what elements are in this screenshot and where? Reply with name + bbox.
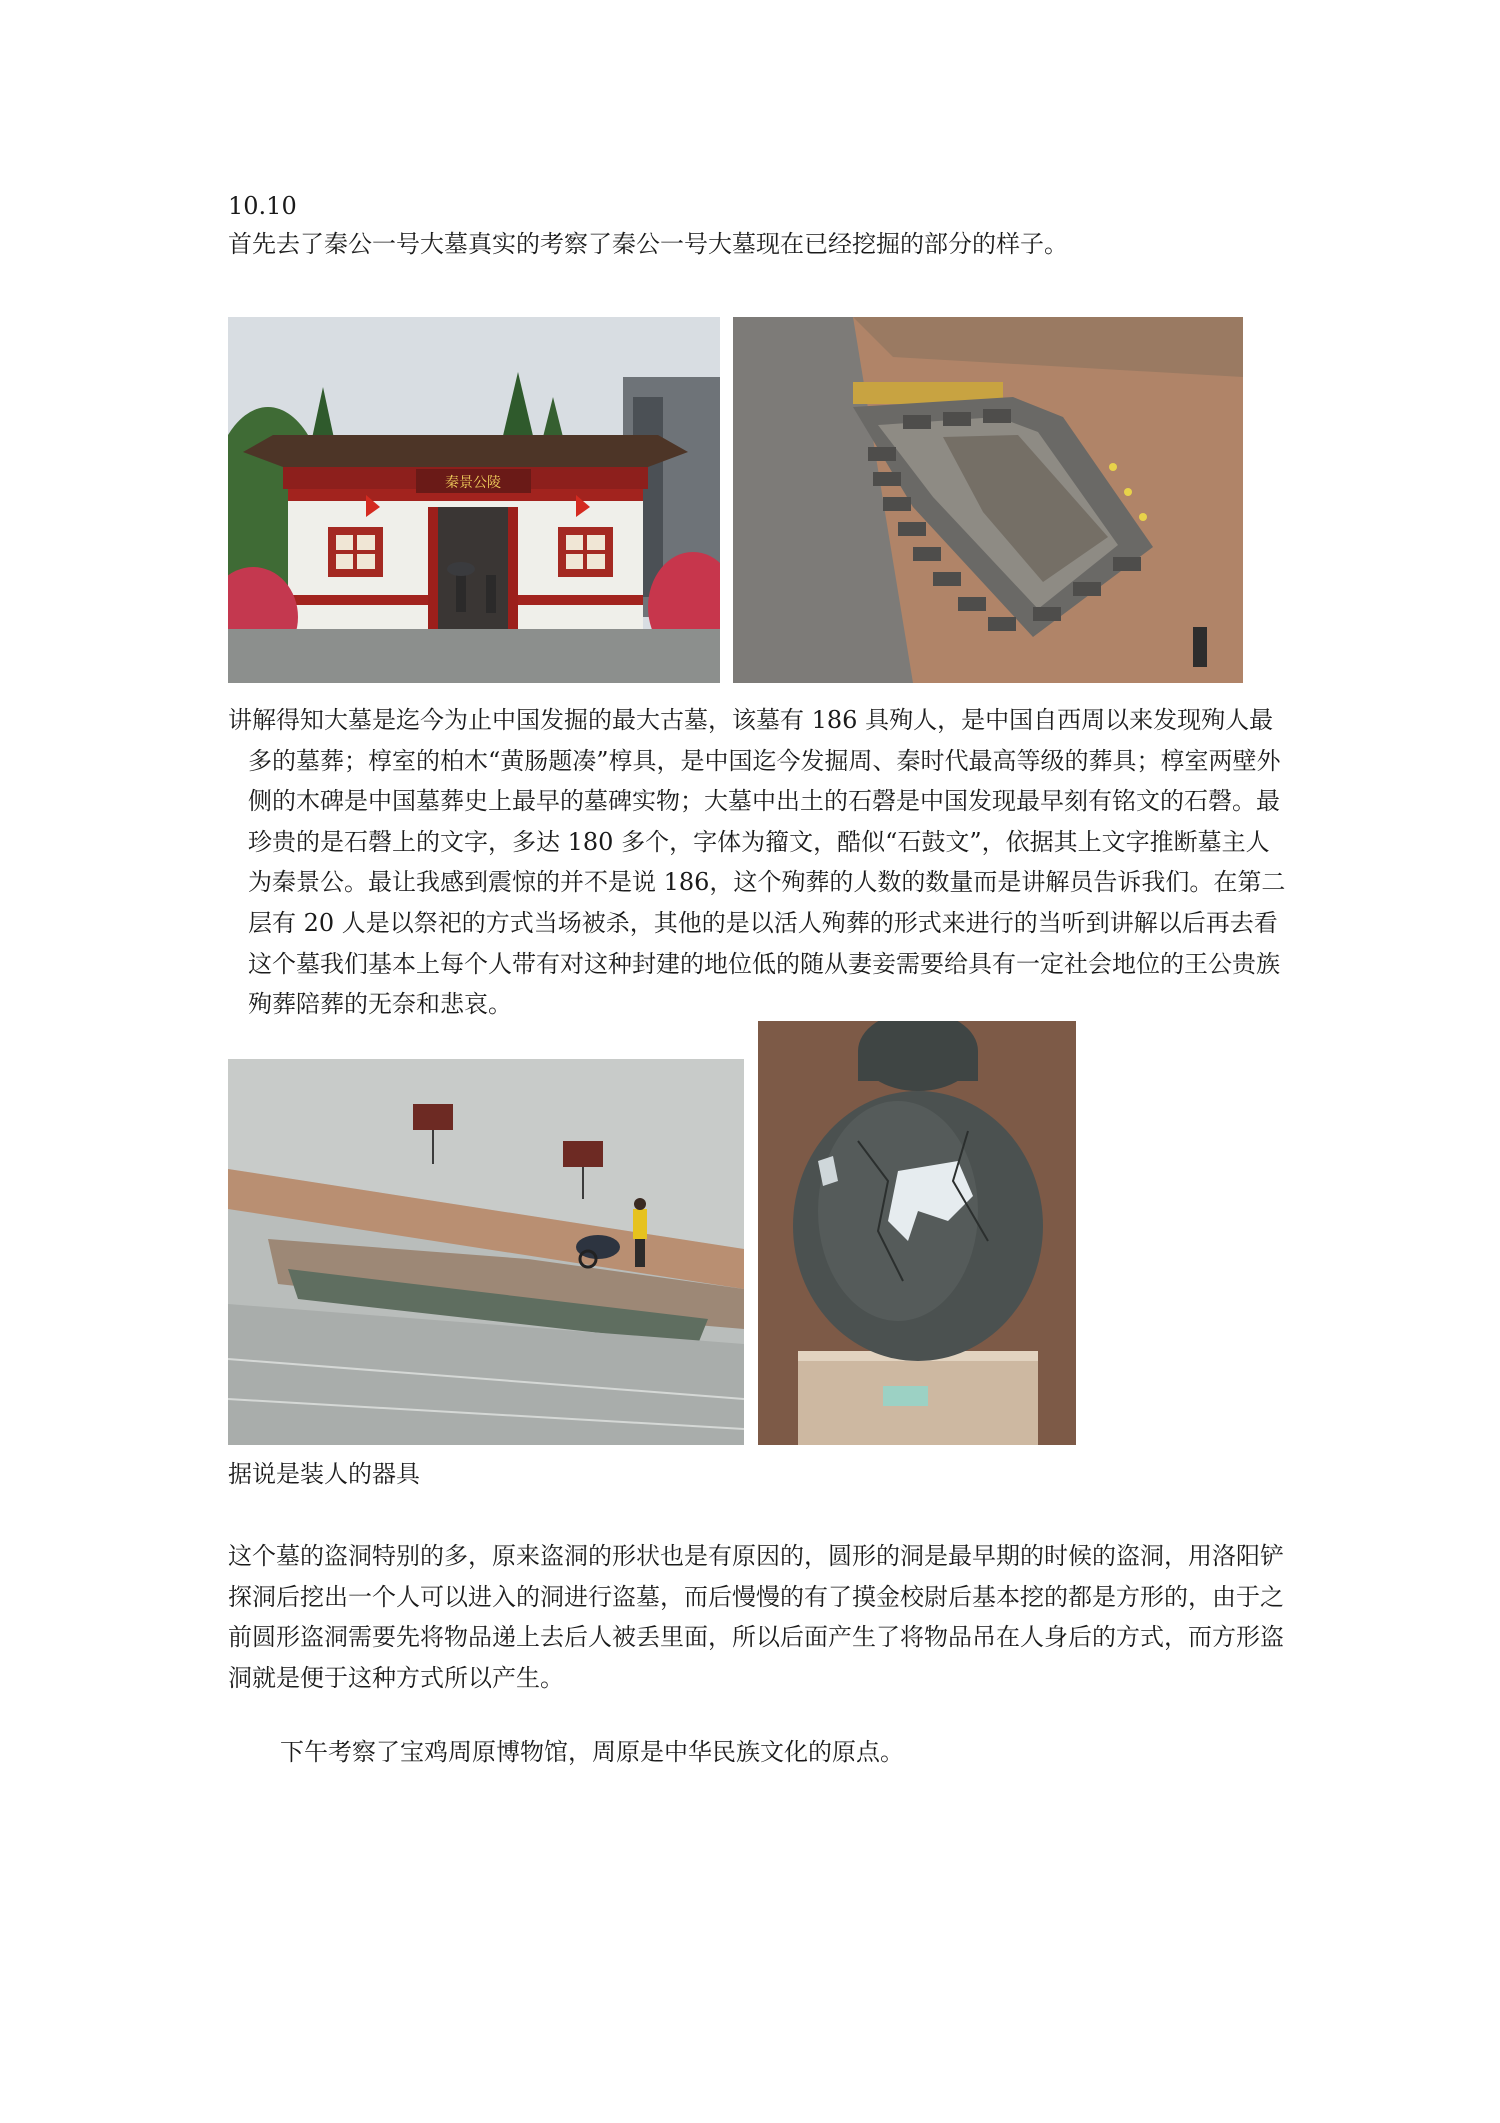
body-paragraph-2: 这个墓的盗洞特别的多，原来盗洞的形状也是有原因的，圆形的洞是最早期的时候的盗洞，用洛阳铲探洞后挖出一个人可以进入的洞进行盗墓，而后慢慢的有了摸金校尉后基本挖的都是方形的，由于之前圆形盗洞需要先将物品递上去后人被丢里面，所以后面产生了将物品吊在人身后的方式，而方形盗洞就是便于这种方式所以产生。: [228, 1542, 1284, 1692]
burial-jar-photo: [758, 1021, 1076, 1445]
intro-paragraph: 首先去了秦公一号大墓真实的考察了秦公一号大墓现在已经挖掘的部分的样子。: [228, 230, 1068, 258]
body-paragraph-1: 讲解得知大墓是迄今为止中国发掘的最大古墓，该墓有 186 具殉人，是中国自西周以来发现殉人最多的墓葬；椁室的柏木“黄肠题凑”椁具，是中国迄今发掘周、秦时代最高等级的葬具；椁室两壁外侧的木碑是中国墓葬史上最早的墓碑实物；大墓中出土的石磬是中国发现最早刻有铭文的石磬。最珍贵的是石磬上的文字，多达 180 多个，字体为籀文，酷似“石鼓文”，依据其上文字推断墓主人为秦景公。最让我感到震惊的并不是说 186，这个殉葬的人数的数量而是讲解员告诉我们。在第二层有 20 人是以祭祀的方式当场被杀，其他的是以活人殉葬的形式来进行的当听到讲解以后再去看这个墓我们基本上每个人带有对这种封建的地位低的随从妻妾需要给具有一定社会地位的王公贵族殉葬陪葬的无奈和悲哀。: [228, 706, 1286, 1019]
excavation-pit-photo: [733, 317, 1243, 683]
photo-caption: 据说是装人的器具: [228, 1460, 420, 1488]
tomb-gate-photo: [228, 317, 720, 683]
trench-site-photo: [228, 1059, 744, 1445]
gate-sign-text: 秦景公陵: [445, 475, 501, 491]
body-paragraph-3: 下午考察了宝鸡周原博物馆，周原是中华民族文化的原点。: [280, 1738, 904, 1766]
date-line: 10.10: [228, 192, 297, 220]
